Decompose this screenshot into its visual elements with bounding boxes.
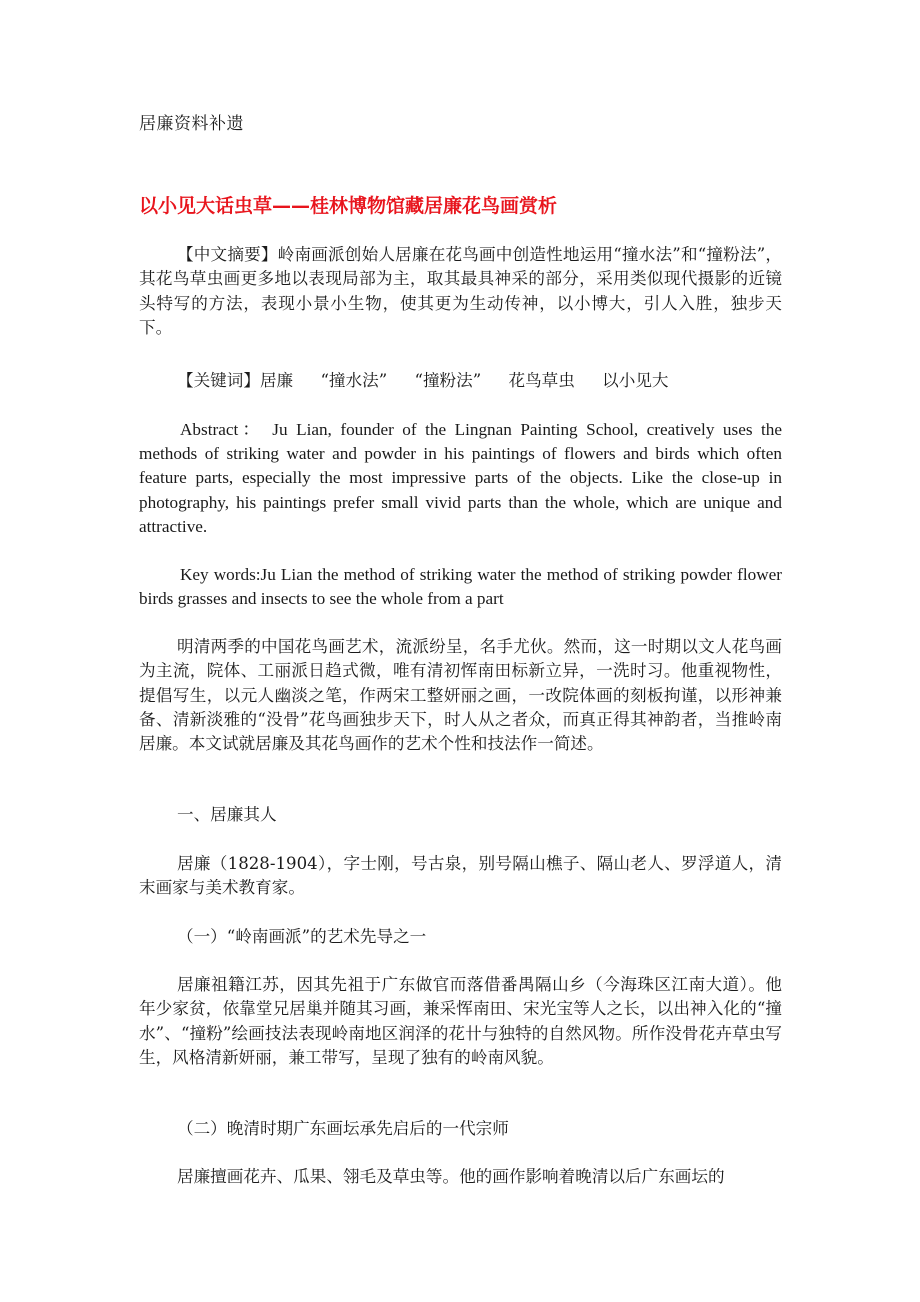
subsection-2-heading: （二）晚清时期广东画坛承先启后的一代宗师: [177, 1119, 509, 1138]
keyword-1: “撞水法”: [320, 371, 388, 390]
subsection-2-text: 居廉擅画花卉、瓜果、翎毛及草虫等。他的画作影响着晚清以后广东画坛的: [177, 1167, 725, 1186]
keyword-2: “撞粉法”: [414, 371, 482, 390]
keyword-3: 花鸟草虫: [508, 371, 575, 390]
article-title: 以小见大话虫草——桂林博物馆藏居廉花鸟画赏析: [139, 195, 558, 217]
subsection-1-heading: （一）“岭南画派”的艺术先导之一: [177, 927, 427, 946]
keywords-cn: [177, 369, 691, 393]
section-1-heading: 一、居廉其人: [177, 805, 277, 824]
keywords-en: Key words:Ju Lian the method of striking water the method of striking powder flower birds grasses and insects to see the whole from a part: [139, 565, 782, 609]
keyword-4: 以小见大: [602, 371, 669, 390]
keywords-cn-label: 【关键词】居廉: [177, 371, 294, 390]
abstract-en: Abstract： Ju Lian, founder of the Lingnan Painting School, creatively uses the methods of striking water and powder in his paintings of flowers and birds which often feature parts, especially the most impressive parts of the objects. Like the close-up in photography, his paintings prefer small vivid parts than the whole, which are unique and attractive.: [139, 420, 782, 536]
section-1-text: 居廉（1828-1904），字士刚，号古泉，别号隔山樵子、隔山老人、罗浮道人，清末画家与美术教育家。: [139, 854, 782, 898]
abstract-cn: 【中文摘要】岭南画派创始人居廉在花鸟画中创造性地运用“撞水法”和“撞粉法”，其花鸟草虫画更多地以表现局部为主，取其最具神采的部分，采用类似现代摄影的近镜头特写的方法，表现小景小生物，使其更为生动传神，以小博大，引人入胜，独步天下。: [139, 245, 782, 337]
source-line: 居廉资料补遗: [139, 114, 244, 134]
subsection-1-text: 居廉祖籍江苏，因其先祖于广东做官而落借番禺隔山乡（今海珠区江南大道）。他年少家贫，依靠堂兄居巢并随其习画，兼采恽南田、宋光宝等人之长，以出神入化的“撞水”、“撞粉”绘画技法表现岭南地区润泽的花卄与独特的自然风物。所作没骨花卉草虫写生，风格清新妍丽，兼工带写，呈现了独有的岭南风貌。: [139, 975, 782, 1067]
intro-paragraph: 明清两季的中国花鸟画艺术，流派纷呈，名手尤伙。然而，这一时期以文人花鸟画为主流，院体、工丽派日趋式微，唯有清初恽南田标新立异，一洗时习。他重视物性，提倡写生，以元人幽淡之笔，作两宋工整妍丽之画，一改院体画的刻板拘谨，以形神兼备、清新淡雅的“没骨”花鸟画独步天下，时人从之者众，而真正得其神韵者，当推岭南居廉。本文试就居廉及其花鸟画作的艺术个性和技法作一简述。: [139, 637, 782, 754]
